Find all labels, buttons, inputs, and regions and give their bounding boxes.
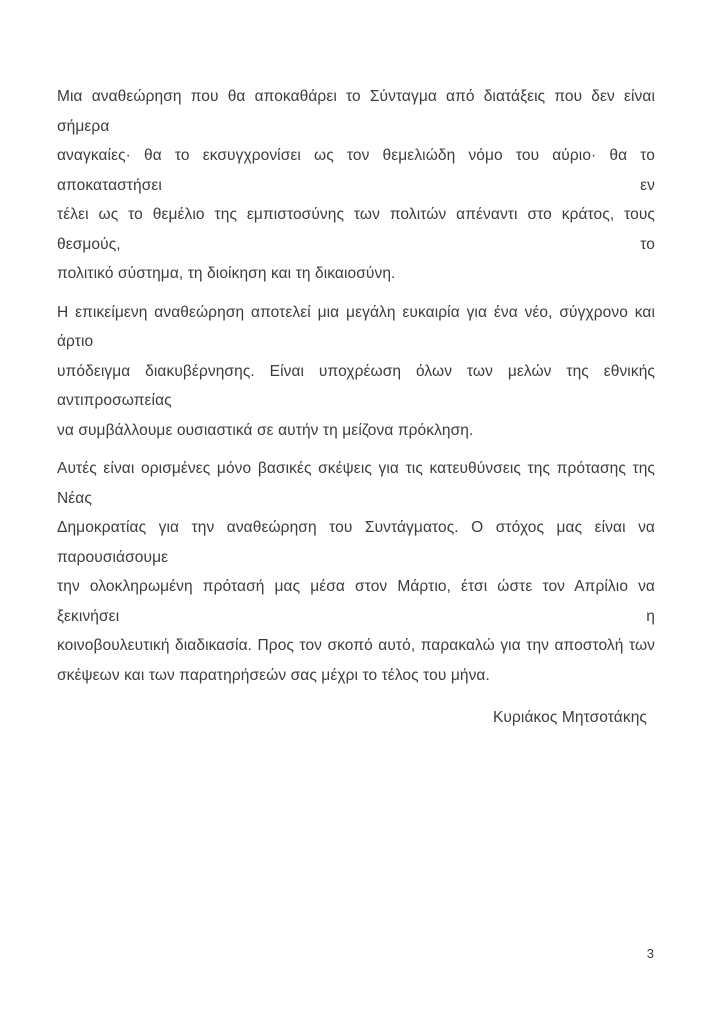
text-line: Μια αναθεώρηση που θα αποκαθάρει το Σύνταγμα από διατάξεις που δεν είναι σήμερα xyxy=(57,88,655,135)
text-line: την ολοκληρωμένη πρότασή μας μέσα στον Μάρτιο, έτσι ώστε τον Απρίλιο να ξεκινήσει η xyxy=(57,578,655,625)
page-number: 3 xyxy=(646,946,654,961)
page-content xyxy=(57,82,655,733)
paragraph xyxy=(57,82,655,289)
text-line: Δημοκρατίας για την αναθεώρηση του Συντάγματος. Ο στόχος μας είναι να παρουσιάσουμε xyxy=(57,519,655,566)
text-line: πολιτικό σύστημα, τη διοίκηση και τη δικαιοσύνη. xyxy=(57,265,396,282)
signature: Κυριάκος Μητσοτάκης xyxy=(492,709,647,726)
text-line: αναγκαίες· θα το εκσυγχρονίσει ως τον θεμελιώδη νόμο του αύριο· θα το αποκαταστήσει εν xyxy=(57,147,655,194)
text-line: Αυτές είναι ορισμένες μόνο βασικές σκέψεις για τις κατευθύνσεις της πρότασης της Νέας xyxy=(57,460,655,507)
text-line: να συμβάλλουμε ουσιαστικά σε αυτήν τη μείζονα πρόκληση. xyxy=(57,421,474,439)
text-line: Η επικείμενη αναθεώρηση αποτελεί μια μεγάλη ευκαιρία για ένα νέο, σύγχρονο και άρτιο xyxy=(57,303,655,350)
text-line: κοινοβουλευτική διαδικασία. Προς τον σκοπό αυτό, παρακαλώ για την αποστολή των xyxy=(57,637,655,654)
paragraph xyxy=(57,454,655,690)
text-line: υπόδειγμα διακυβέρνησης. Είναι υποχρέωση όλων των μελών της εθνικής αντιπροσωπείας xyxy=(57,362,655,409)
paragraph xyxy=(57,298,655,446)
body-text xyxy=(57,82,655,690)
text-line: σκέψεων και των παρατηρήσεών σας μέχρι το τέλος του μήνα. xyxy=(57,666,490,684)
text-line: τέλει ως το θεμέλιο της εμπιστοσύνης των πολιτών απέναντι στο κράτος, τους θεσμούς, το xyxy=(57,206,655,253)
